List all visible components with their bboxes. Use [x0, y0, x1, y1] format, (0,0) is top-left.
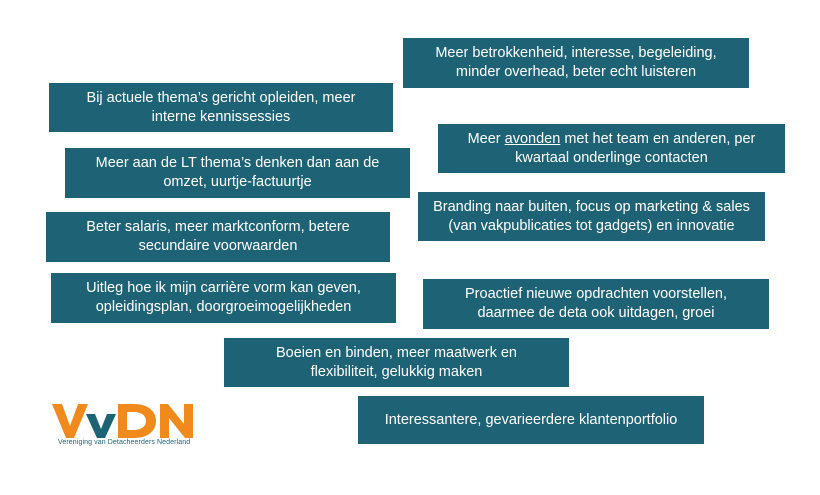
- feedback-card-proactief: [423, 279, 769, 329]
- logo-letter-d: [118, 404, 156, 438]
- card-text-line: Meer aan de LT thema’s denken dan aan de: [95, 155, 380, 171]
- card-text-line: omzet, uurtje-factuurtje: [163, 174, 312, 190]
- card-text-line: Uitleg hoe ik mijn carrière vorm kan geven,: [86, 280, 361, 296]
- feedback-card-avonden: [438, 124, 785, 173]
- logo-letter-v: [52, 404, 88, 438]
- card-text-line: Branding naar buiten, focus op marketing & sales: [433, 198, 750, 215]
- card-text-line: [468, 130, 756, 149]
- logo-letter-n: [160, 404, 193, 438]
- feedback-card-opleiden: [49, 83, 393, 132]
- card-text-segment: Meer: [467, 130, 505, 147]
- card-text-line: Boeien en binden, meer maatwerk en: [275, 344, 517, 361]
- feedback-card-klantenportfolio: [358, 396, 704, 444]
- feedback-card-lt-themas: [65, 148, 410, 198]
- card-text-line: opleidingsplan, doorgroeimogelijkheden: [95, 299, 352, 315]
- card-text-line: interne kennissessies: [151, 108, 291, 125]
- card-text-line: Beter salaris, meer marktconform, betere: [86, 219, 350, 235]
- card-text-segment: met het team en anderen, per: [560, 130, 756, 147]
- card-text-line: Bij actuele thema’s gericht opleiden, meer: [86, 89, 356, 106]
- vvdn-logo-mark: [50, 400, 200, 440]
- card-text-line: flexibiliteit, gelukkig maken: [310, 363, 483, 380]
- logo-tagline: Vereniging van Detacheerders Nederland: [58, 439, 191, 446]
- card-text-line: kwartaal onderlinge contacten: [515, 149, 708, 166]
- feedback-card-betrokkenheid: [403, 38, 749, 88]
- card-text-line: daarmee de deta ook uitdagen, groei: [477, 305, 715, 321]
- card-text-line: (van vakpublicaties tot gadgets) en innovatie: [448, 217, 735, 234]
- feedback-card-branding: [418, 192, 765, 241]
- feedback-card-carriere: [51, 273, 396, 323]
- card-text-line: secundaire voorwaarden: [138, 238, 298, 254]
- card-text-line: Proactief nieuwe opdrachten voorstellen,: [465, 286, 727, 302]
- card-text-line: Meer betrokkenheid, interesse, begeleiding,: [435, 45, 717, 61]
- card-text-line: Interessantere, gevarieerdere klantenportfolio: [384, 411, 678, 428]
- card-text-underlined: avonden: [504, 130, 561, 147]
- card-text-line: minder overhead, beter echt luisteren: [455, 64, 697, 80]
- feedback-card-boeien-binden: [224, 338, 569, 387]
- logo-letter-v-small: [86, 414, 116, 438]
- feedback-card-salaris: [46, 212, 390, 262]
